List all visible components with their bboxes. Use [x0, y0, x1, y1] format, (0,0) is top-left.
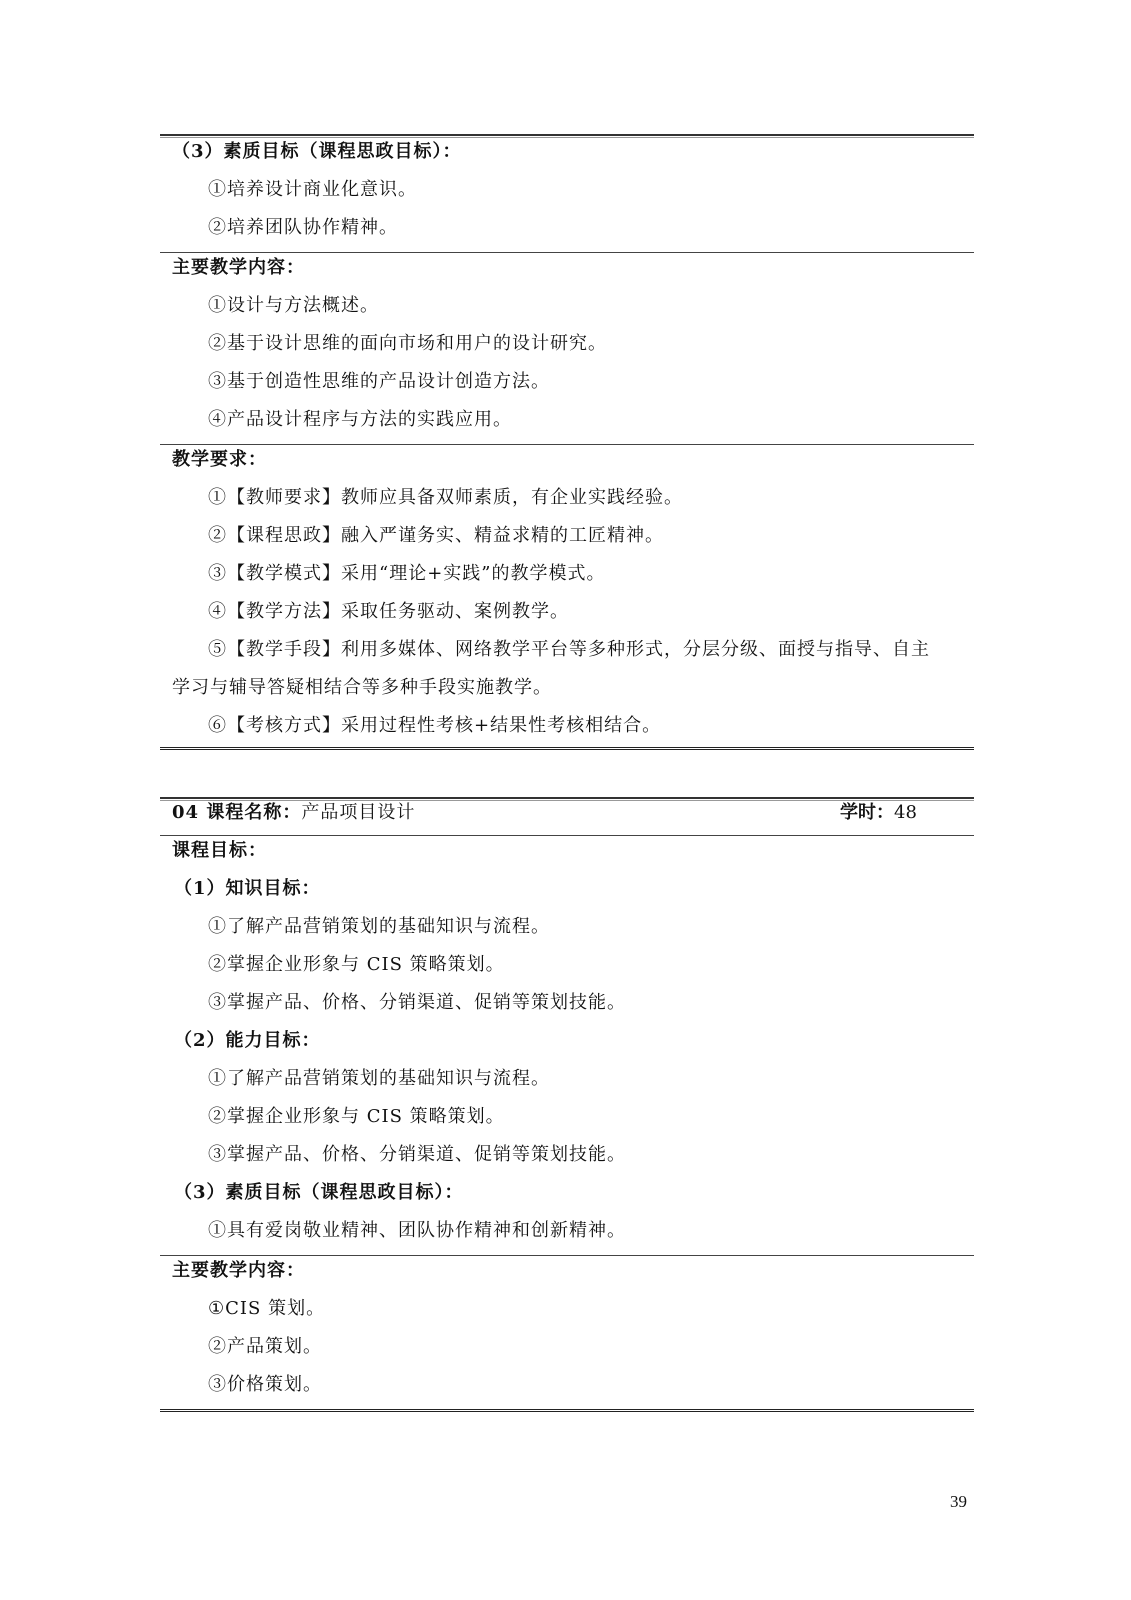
content-heading: 主要教学内容： — [172, 257, 305, 278]
quality-item: ①具有爱岗敬业精神、团队协作精神和创新精神。 — [208, 1220, 626, 1241]
content-item: ③基于创造性思维的产品设计创造方法。 — [208, 371, 550, 392]
content-item: ①设计与方法概述。 — [208, 295, 379, 316]
requirement-item — [208, 524, 664, 548]
course-block-03-continued — [160, 134, 974, 754]
ability-item: ②掌握企业形象与 CIS 策略策划。 — [208, 1106, 505, 1127]
requirement-label: ②【课程思政】 — [208, 525, 341, 546]
requirements-heading: 教学要求： — [172, 449, 267, 470]
requirement-item — [208, 714, 661, 738]
ability-heading: （2）能力目标： — [174, 1030, 321, 1051]
requirement-item — [208, 486, 683, 510]
course-label: 04 课程名称： — [172, 802, 302, 823]
knowledge-item: ③掌握产品、价格、分销渠道、促销等策划技能。 — [208, 992, 626, 1013]
content-item: ②产品策划。 — [208, 1336, 322, 1357]
divider — [160, 252, 974, 253]
requirement-item — [208, 562, 606, 586]
ability-item: ③掌握产品、价格、分销渠道、促销等策划技能。 — [208, 1144, 626, 1165]
requirement-text: 融入严谨务实、精益求精的工匠精神。 — [341, 525, 664, 546]
requirement-label: ①【教师要求】 — [208, 487, 341, 508]
content-item: ④产品设计程序与方法的实践应用。 — [208, 409, 512, 430]
objectives-heading: 课程目标： — [172, 840, 267, 861]
content-item: ①CIS 策划。 — [208, 1298, 326, 1319]
requirement-text: 采取任务驱动、案例教学。 — [341, 601, 569, 622]
knowledge-item: ②掌握企业形象与 CIS 策略策划。 — [208, 954, 505, 975]
page-number: 39 — [950, 1492, 967, 1511]
bottom-rule — [160, 747, 974, 750]
requirement-label: ④【教学方法】 — [208, 601, 341, 622]
requirement-item — [208, 600, 569, 624]
requirement-item — [208, 638, 930, 662]
content-item: ②基于设计思维的面向市场和用户的设计研究。 — [208, 333, 607, 354]
requirement-label: ⑤【教学手段】 — [208, 639, 341, 660]
ability-item: ①了解产品营销策划的基础知识与流程。 — [208, 1068, 550, 1089]
requirement-text: 采用过程性考核+结果性考核相结合。 — [341, 715, 662, 736]
divider — [160, 444, 974, 445]
requirement-text: 教师应具备双师素质，有企业实践经验。 — [341, 487, 683, 508]
requirement-text: 采用“理论+实践”的教学模式。 — [341, 563, 606, 584]
content-heading: 主要教学内容： — [172, 1260, 305, 1281]
course-title-row — [172, 801, 415, 825]
knowledge-heading: （1）知识目标： — [174, 878, 321, 899]
hours-value: 48 — [894, 802, 917, 823]
course-name: 产品项目设计 — [301, 802, 416, 823]
top-rule — [160, 134, 974, 138]
bottom-rule — [160, 1409, 974, 1412]
requirement-label: ⑥【考核方式】 — [208, 715, 341, 736]
knowledge-item: ①了解产品营销策划的基础知识与流程。 — [208, 916, 550, 937]
quality-item: ①培养设计商业化意识。 — [208, 179, 417, 200]
course-hours — [840, 801, 917, 825]
course-block-04 — [160, 797, 974, 1417]
hours-label: 学时： — [840, 802, 894, 823]
requirement-label: ③【教学模式】 — [208, 563, 341, 584]
requirement-continuation: 学习与辅导答疑相结合等多种手段实施教学。 — [172, 677, 552, 698]
divider — [160, 1255, 974, 1256]
divider — [160, 835, 974, 836]
content-item: ③价格策划。 — [208, 1374, 322, 1395]
quality-item: ②培养团队协作精神。 — [208, 217, 398, 238]
requirement-text: 利用多媒体、网络教学平台等多种形式，分层分级、面授与指导、自主 — [341, 639, 930, 660]
quality-heading: （3）素质目标（课程思政目标）： — [172, 141, 462, 162]
quality-heading: （3）素质目标（课程思政目标）： — [174, 1182, 464, 1203]
